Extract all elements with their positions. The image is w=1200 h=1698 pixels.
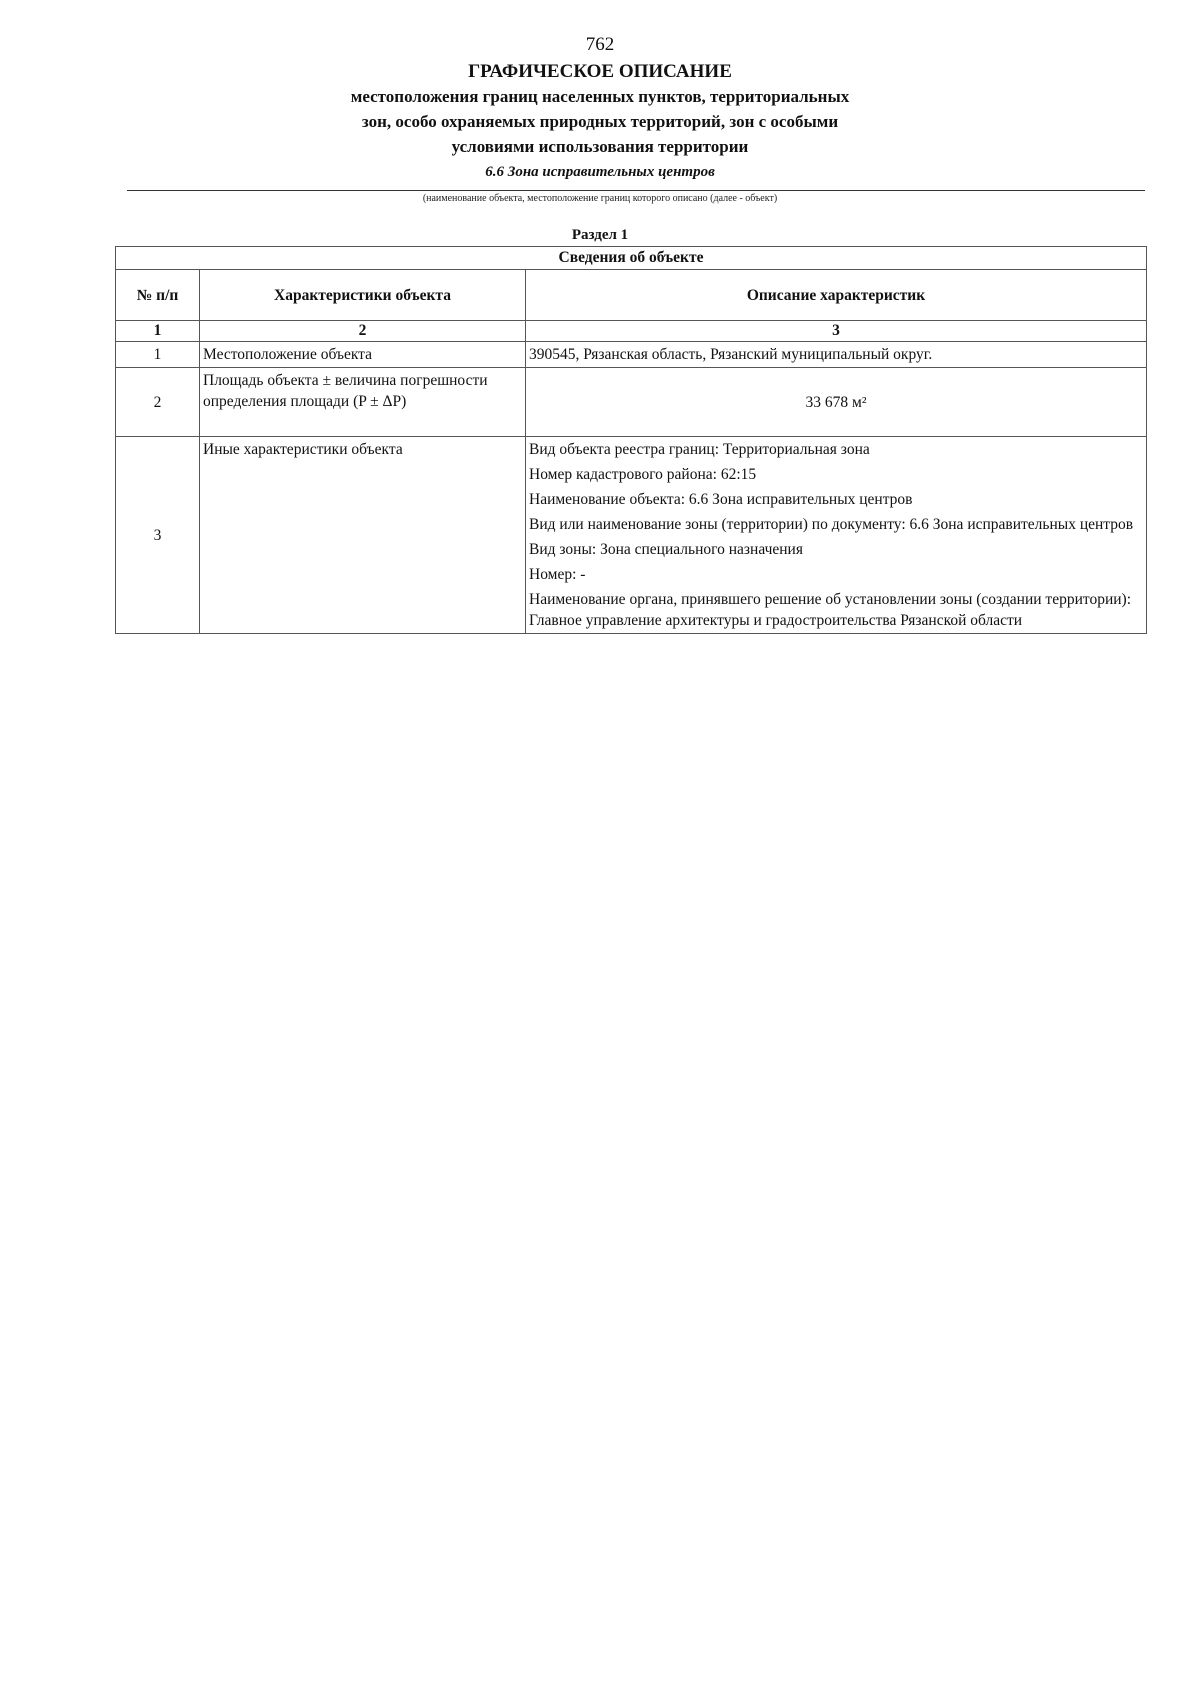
- description-line: Наименование объекта: 6.6 Зона исправительных центров: [529, 491, 913, 508]
- object-name-caption: (наименование объекта, местоположение границ которого описано (далее - объект): [422, 193, 778, 204]
- column-number-row: [116, 321, 1147, 342]
- table-row: [116, 342, 1147, 368]
- row-number: 1: [116, 342, 200, 368]
- row-characteristic: Местоположение объекта: [200, 342, 526, 368]
- section-title: Раздел 1: [571, 227, 629, 243]
- object-name: 6.6 Зона исправительных центров: [485, 164, 715, 180]
- title-block: [0, 60, 1200, 183]
- table-header-row: [116, 270, 1147, 321]
- description-line: Номер кадастрового района: 62:15: [529, 466, 757, 483]
- page-number: 762: [585, 34, 615, 55]
- object-info-table: [115, 246, 1147, 634]
- row-number: 3: [116, 437, 200, 634]
- row-characteristic: Площадь объекта ± величина погрешности определения площади (P ± ΔP): [200, 368, 526, 437]
- column-header-characteristic: Характеристики объекта: [200, 270, 526, 321]
- object-name-underline: [127, 190, 1145, 191]
- row-description: 33 678 м²: [526, 368, 1147, 437]
- document-subtitle-line: условиями использования территории: [451, 137, 749, 156]
- row-description: 390545, Рязанская область, Рязанский муниципальный округ.: [526, 342, 1147, 368]
- table-caption: Сведения об объекте: [116, 247, 1147, 270]
- document-subtitle-line: зон, особо охраняемых природных территорий, зон с особыми: [361, 112, 839, 131]
- row-description-list: [526, 437, 1147, 634]
- table-row: [116, 437, 1147, 634]
- description-line: Номер: -: [529, 566, 586, 583]
- table-caption-row: [116, 247, 1147, 270]
- description-line: Вид зоны: Зона специального назначения: [529, 541, 803, 558]
- table-row: [116, 368, 1147, 437]
- row-number: 2: [116, 368, 200, 437]
- description-line: Наименование органа, принявшего решение об установлении зоны (создании территории): Главное управление архитектуры и градостроительства Рязанской области: [529, 591, 1132, 629]
- description-line: Вид объекта реестра границ: Территориальная зона: [529, 441, 870, 458]
- document-title: ГРАФИЧЕСКОЕ ОПИСАНИЕ: [468, 61, 732, 82]
- column-number: 2: [200, 321, 526, 342]
- column-number: 1: [116, 321, 200, 342]
- description-line: Вид или наименование зоны (территории) по документу: 6.6 Зона исправительных центров: [529, 516, 1134, 533]
- column-number: 3: [526, 321, 1147, 342]
- row-characteristic: Иные характеристики объекта: [200, 437, 526, 634]
- column-header-description: Описание характеристик: [526, 270, 1147, 321]
- column-header-number: № п/п: [116, 270, 200, 321]
- document-subtitle-line: местоположения границ населенных пунктов, территориальных: [350, 87, 850, 106]
